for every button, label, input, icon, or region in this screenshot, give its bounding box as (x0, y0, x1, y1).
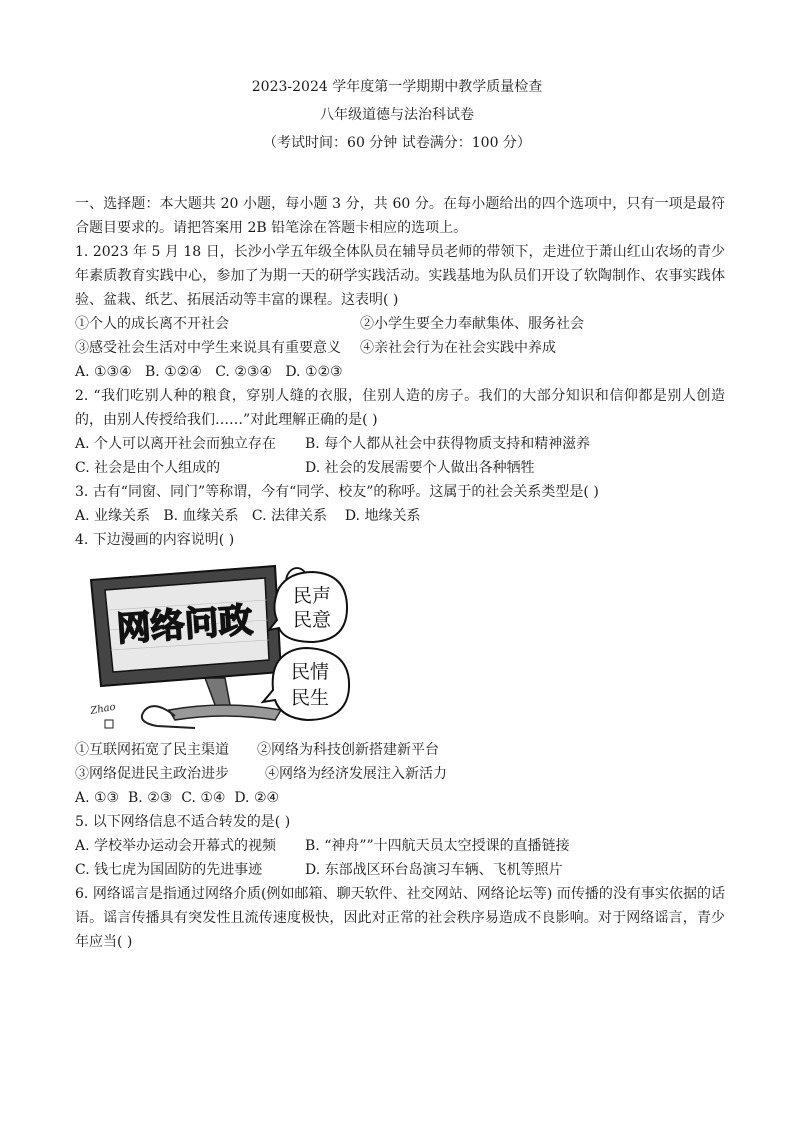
bubble2-line1: 民情 (290, 661, 330, 683)
exam-info: （考试时间：60 分钟 试卷满分：100 分） (263, 135, 531, 151)
q1-statement-2: ②小学生要全力奉献集体、服务社会 (360, 316, 584, 332)
q2-option-c: C. 社会是由个人组成的 (75, 460, 221, 476)
q4-stem: 4. 下边漫画的内容说明( ) (75, 532, 235, 548)
q2-option-b: B. 每个人都从社会中获得物质支持和精神滋养 (305, 436, 591, 452)
q4-statement-2: ②网络为科技创新搭建新平台 (257, 742, 439, 758)
bubble1-line2: 民意 (292, 609, 332, 631)
artist-seal (105, 720, 113, 728)
q2-stem: 2. “我们吃别人种的粮食，穿别人缝的衣服，住别人造的房子。我们的大部分知识和信仰都是别人创造的，由别人传授给我们……”对此理解正确的是( ) (75, 388, 725, 428)
q5-option-b: B. “神舟””十四航天员太空授课的直播链接 (305, 838, 570, 854)
q5-option-c: C. 钱七虎为国固防的先进事迹 (75, 862, 263, 878)
artist-signature: Zhao (89, 701, 117, 717)
q5-option-d: D. 东部战区环台岛演习车辆、飞机等照片 (305, 862, 563, 878)
q1-stem: 1. 2023 年 5 月 18 日，长沙小学五年级全体队员在辅导员老师的带领下，走进位于萧山红山农场的青少年素质教育实践中心，参加了为期一天的研学实践活动。实践基地为队员们开设了软陶制作、农事实践体验、盆栽、纸艺、拓展活动等丰富的课程。这表明( ) (75, 244, 725, 308)
monitor-base (169, 705, 281, 720)
speech-bubble-1 (269, 572, 347, 642)
q5-stem: 5. 以下网络信息不适合转发的是( ) (75, 814, 291, 830)
q1-statement-3: ③感受社会生活对中学生来说具有重要意义 (75, 340, 341, 356)
q4-statements-row1 (75, 738, 725, 762)
q4-statement-3: ③网络促进民主政治进步 (75, 766, 229, 782)
q2-options-row1 (75, 432, 725, 456)
q5-options-row1 (75, 834, 725, 858)
q6-stem: 6. 网络谣言是指通过网络介质(例如邮箱、聊天软件、社交网站、网络论坛等) 而传播的没有事实依据的话语。谣言传播具有突发性且流传速度极快，因此对正常的社会秩序易造成不良影响。对于网络谣言，青少年应当( ) (75, 886, 725, 950)
screen-text: 网络问政 (115, 600, 254, 650)
q4-statement-4: ④网络为经济发展注入新活力 (265, 766, 447, 782)
cartoon-image (85, 560, 353, 732)
section-title: 一、选择题：本大题共 20 小题，每小题 3 分，共 60 分。在每小题给出的四个选项中，只有一项是最符合题目要求的。请把答案用 2B 铅笔涂在答题卡相应的选项上。 (75, 196, 725, 236)
bubble2-line2: 民生 (290, 687, 330, 709)
q5-option-a: A. 学校举办运动会开幕式的视频 (75, 838, 277, 854)
q2-option-a: A. 个人可以离开社会而独立存在 (75, 436, 277, 452)
q3-options: A. 业缘关系 B. 血缘关系 C. 法律关系 D. 地缘关系 (75, 508, 421, 524)
q5-options-row2 (75, 858, 725, 882)
q2-options-row2 (75, 456, 725, 480)
q1-statements-row1 (75, 312, 725, 336)
q3-stem: 3. 古有“同窗、同门”等称谓，今有“同学、校友”的称呼。这属于的社会关系类型是( ) (75, 484, 599, 500)
q1-statement-4: ④亲社会行为在社会实践中养成 (360, 340, 556, 356)
exam-title-line1: 2023-2024 学年度第一学期期中教学质量检查 (251, 79, 543, 95)
q4-statements-row2 (75, 762, 725, 786)
exam-body (75, 192, 725, 954)
exam-title-line2: 八年级道德与法治科试卷 (320, 107, 474, 123)
bubble1-line1: 民声 (292, 585, 332, 607)
q1-statement-1: ①个人的成长离不开社会 (75, 316, 229, 332)
q2-option-d: D. 社会的发展需要个人做出各种牺牲 (305, 460, 535, 476)
q4-statement-1: ①互联网拓宽了民主渠道 (75, 742, 229, 758)
q1-statements-row2 (75, 336, 725, 360)
q4-options: A. ①③ B. ②③ C. ①④ D. ②④ (75, 790, 280, 806)
q1-options: A. ①③④ B. ①②④ C. ②③④ D. ①②③ (75, 364, 343, 380)
